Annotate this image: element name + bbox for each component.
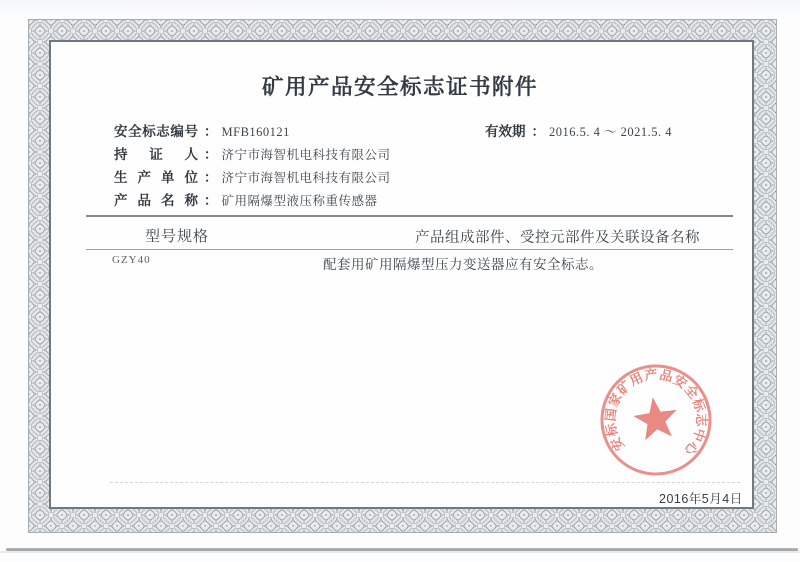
field-value: 2016.5. 4 ～ 2021.5. 4 (549, 125, 673, 139)
field-safety-mark-number (114, 122, 290, 142)
field-value: MFB160121 (221, 125, 290, 139)
field-colon: ： (204, 170, 218, 185)
field-validity-period (485, 122, 672, 142)
table-header-components: 产品组成部件、受控元部件及关联设备名称 (415, 230, 700, 246)
paper-edge-highlight (0, 551, 800, 553)
field-manufacturer (114, 168, 391, 188)
field-label: 产品名称 (114, 193, 198, 208)
field-colon: ： (204, 124, 218, 139)
table-row-components: 配套用矿用隔爆型压力变送器应有安全标志。 (323, 257, 603, 272)
field-label: 持证人 (114, 147, 198, 162)
field-value: 济宁市海智机电科技有限公司 (221, 148, 391, 162)
field-certificate-holder (114, 145, 391, 165)
issue-date: 2016年5月4日 (659, 492, 743, 506)
table-header-model: 型号规格 (145, 228, 210, 245)
certificate-title: 矿用产品安全标志证书附件 (261, 75, 538, 99)
table-row-model: GZY40 (112, 254, 151, 266)
field-colon: ： (204, 193, 218, 208)
field-colon: ： (204, 147, 218, 162)
seal-ring-text: 安标国家矿用产品安全标志中心 (602, 366, 710, 459)
table-header-rule (86, 249, 733, 250)
official-red-seal (586, 350, 726, 490)
star-icon (631, 394, 680, 441)
field-value: 济宁市海智机电科技有限公司 (221, 171, 391, 185)
field-product-name (114, 191, 378, 211)
field-value: 矿用隔爆型液压称重传感器 (221, 194, 378, 208)
field-label: 安全标志编号 (114, 124, 198, 139)
field-label: 生产单位 (114, 170, 198, 185)
table-top-rule (86, 215, 733, 217)
field-label: 有效期 (485, 124, 526, 139)
field-colon: ： (531, 124, 545, 139)
